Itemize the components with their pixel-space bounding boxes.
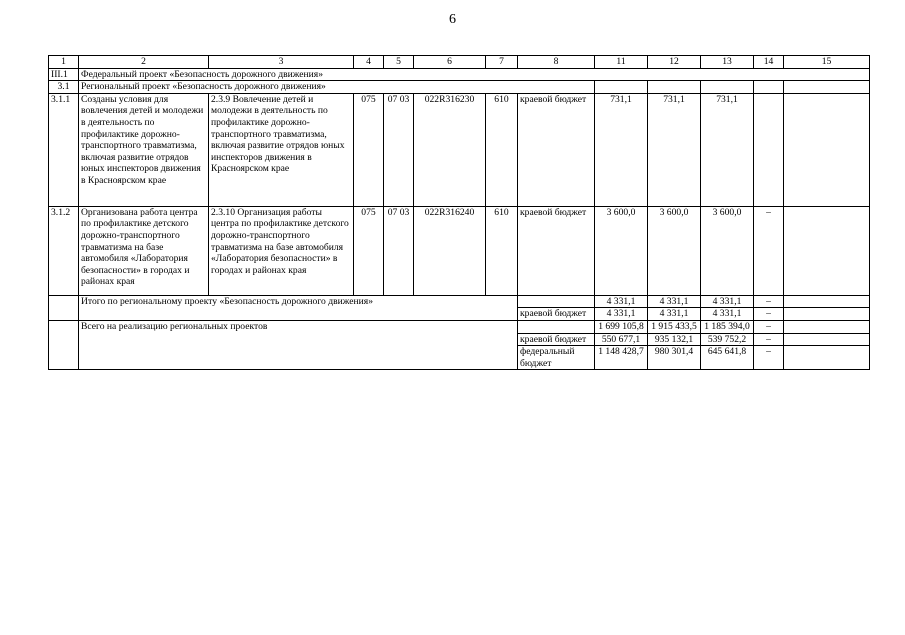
total-all-c14: – [754, 320, 784, 333]
total-regional-kraevoy-c14: – [754, 308, 784, 321]
budget-table [48, 55, 870, 370]
total-regional-kraevoy-c12: 4 331,1 [648, 308, 701, 321]
section-number: III.1 [49, 68, 79, 81]
header-cell: 4 [354, 56, 384, 69]
row-number: 3.1.1 [49, 93, 79, 206]
total-regional-row [49, 295, 870, 308]
total-all-c11: 1 699 105,8 [595, 320, 648, 333]
total-all-federal-label: федеральный бюджет [518, 346, 595, 370]
row-event: 2.3.9 Вовлечение детей и молодежи в деятельность по профилактике дорожно-транспортного травматизма, включая развитие отрядов юных инспекторов движения в Красноярском крае [209, 93, 354, 206]
header-row [49, 56, 870, 69]
row-number: 3.1.2 [49, 206, 79, 295]
header-cell: 1 [49, 56, 79, 69]
section-row [49, 68, 870, 81]
row-c14 [754, 93, 784, 206]
row-c5: 07 03 [384, 206, 414, 295]
total-all-federal-c14: – [754, 346, 784, 370]
row-c8: краевой бюджет [518, 93, 595, 206]
row-c4: 075 [354, 206, 384, 295]
subsection-row [49, 81, 870, 94]
header-cell: 11 [595, 56, 648, 69]
total-regional-c13: 4 331,1 [701, 295, 754, 308]
header-cell: 12 [648, 56, 701, 69]
subsection-number: 3.1 [49, 81, 79, 94]
total-regional-c14: – [754, 295, 784, 308]
row-event: 2.3.10 Организация работы центра по профилактике детского дорожно-транспортного травматизма на базе автомобиля «Лаборатория безопасности» в городах и районах края [209, 206, 354, 295]
total-all-c12: 1 915 433,5 [648, 320, 701, 333]
total-regional-kraevoy-label: краевой бюджет [518, 308, 595, 321]
header-cell: 6 [414, 56, 486, 69]
header-cell: 3 [209, 56, 354, 69]
row-c15 [784, 93, 870, 206]
total-all-kraevoy-c11: 550 677,1 [595, 333, 648, 346]
row-c8: краевой бюджет [518, 206, 595, 295]
header-cell: 14 [754, 56, 784, 69]
total-all-row [49, 320, 870, 333]
header-cell: 2 [79, 56, 209, 69]
total-all-label: Всего на реализацию региональных проектов [79, 320, 518, 369]
row-goal: Созданы условия для вовлечения детей и молодежи в деятельность по профилактике дорожно-транспортного травматизма, включая развитие отрядов юных инспекторов движения в Красноярском крае [79, 93, 209, 206]
row-c11: 3 600,0 [595, 206, 648, 295]
row-c12: 731,1 [648, 93, 701, 206]
total-all-kraevoy-c14: – [754, 333, 784, 346]
total-regional-kraevoy-c13: 4 331,1 [701, 308, 754, 321]
row-c15 [784, 206, 870, 295]
row-c11: 731,1 [595, 93, 648, 206]
table-row [49, 206, 870, 295]
total-regional-label: Итого по региональному проекту «Безопасность дорожного движения» [79, 295, 518, 320]
total-regional-c12: 4 331,1 [648, 295, 701, 308]
row-c6: 022R316230 [414, 93, 486, 206]
table-row [49, 93, 870, 206]
total-all-federal-c12: 980 301,4 [648, 346, 701, 370]
header-cell: 7 [486, 56, 518, 69]
total-all-federal-c11: 1 148 428,7 [595, 346, 648, 370]
header-cell: 8 [518, 56, 595, 69]
total-all-c13: 1 185 394,0 [701, 320, 754, 333]
total-regional-kraevoy-c11: 4 331,1 [595, 308, 648, 321]
header-cell: 13 [701, 56, 754, 69]
total-all-kraevoy-c13: 539 752,2 [701, 333, 754, 346]
total-all-federal-c13: 645 641,8 [701, 346, 754, 370]
row-c13: 731,1 [701, 93, 754, 206]
row-c13: 3 600,0 [701, 206, 754, 295]
row-c7: 610 [486, 93, 518, 206]
page-number: 6 [449, 12, 456, 27]
total-regional-c11: 4 331,1 [595, 295, 648, 308]
total-all-kraevoy-label: краевой бюджет [518, 333, 595, 346]
row-c4: 075 [354, 93, 384, 206]
header-cell: 5 [384, 56, 414, 69]
row-c7: 610 [486, 206, 518, 295]
row-goal: Организована работа центра по профилактике детского дорожно-транспортного травматизма на базе автомобиля «Лаборатория безопасности» в городах и районах края [79, 206, 209, 295]
header-cell: 15 [784, 56, 870, 69]
total-all-kraevoy-c12: 935 132,1 [648, 333, 701, 346]
row-c12: 3 600,0 [648, 206, 701, 295]
row-c14: – [754, 206, 784, 295]
section-title: Федеральный проект «Безопасность дорожного движения» [79, 68, 870, 81]
subsection-title: Региональный проект «Безопасность дорожного движения» [79, 81, 595, 94]
row-c6: 022R316240 [414, 206, 486, 295]
row-c5: 07 03 [384, 93, 414, 206]
